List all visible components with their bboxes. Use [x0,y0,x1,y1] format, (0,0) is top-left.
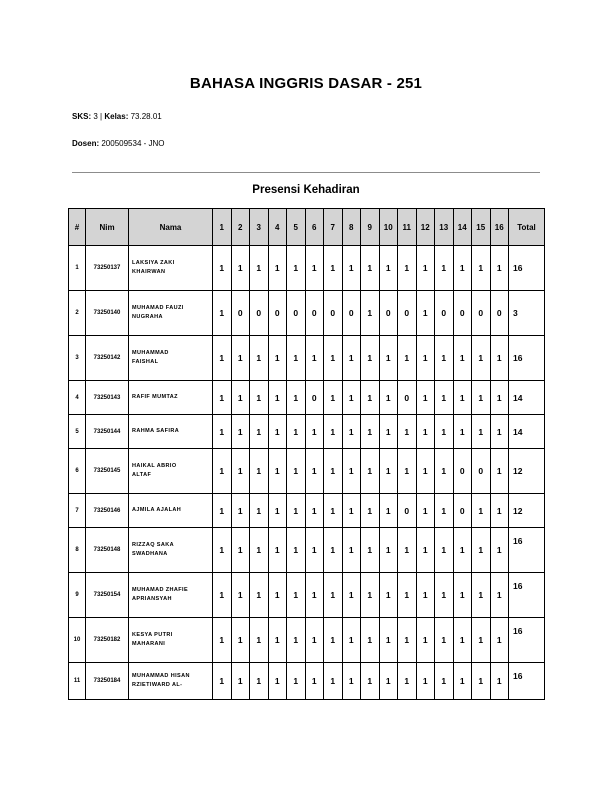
row-day-7: 1 [324,381,343,415]
row-day-12: 1 [416,291,435,336]
row-index: 2 [69,291,86,336]
row-index: 3 [69,336,86,381]
row-day-6: 1 [305,663,324,700]
row-day-14: 1 [453,415,472,449]
row-day-13: 1 [435,381,454,415]
row-day-12: 1 [416,663,435,700]
row-day-15: 1 [472,494,491,528]
attendance-table [68,208,545,700]
kelas-label: Kelas: [104,112,129,121]
student-name-line: KHAIRWAN [132,269,166,275]
row-day-1: 1 [213,573,232,618]
row-index: 9 [69,573,86,618]
row-day-12: 1 [416,381,435,415]
row-day-11: 1 [398,246,417,291]
row-day-4: 1 [268,494,287,528]
row-day-3: 1 [250,449,269,494]
row-day-11: 1 [398,573,417,618]
row-nim: 73250143 [86,381,129,415]
student-name-line: MAHARANI [132,641,166,647]
row-day-4: 1 [268,663,287,700]
row-day-2: 1 [231,381,250,415]
row-day-8: 0 [342,291,361,336]
row-day-11: 0 [398,381,417,415]
table-row [69,663,545,700]
row-day-5: 1 [287,618,306,663]
row-day-4: 0 [268,291,287,336]
row-day-16: 1 [490,415,509,449]
row-total: 12 [509,494,545,528]
row-day-14: 1 [453,663,472,700]
row-day-10: 1 [379,449,398,494]
row-total: 3 [509,291,545,336]
student-name-line: MUHAMMAD [132,350,169,356]
row-day-13: 1 [435,618,454,663]
row-day-2: 1 [231,528,250,573]
row-day-9: 1 [361,246,380,291]
row-day-11: 1 [398,528,417,573]
row-day-16: 1 [490,528,509,573]
student-name-line: MUHAMAD ZHAFIE [132,587,189,593]
row-day-6: 1 [305,449,324,494]
row-day-3: 1 [250,246,269,291]
row-student-name [129,494,213,528]
row-nim: 73250184 [86,663,129,700]
row-day-10: 1 [379,336,398,381]
row-day-12: 1 [416,336,435,381]
table-row [69,246,545,291]
row-day-9: 1 [361,336,380,381]
table-row [69,449,545,494]
row-day-1: 1 [213,291,232,336]
row-day-4: 1 [268,381,287,415]
row-day-7: 1 [324,663,343,700]
sks-label: SKS: [72,112,92,121]
table-row [69,336,545,381]
student-name-line: LAKSIYA ZAKI [132,260,175,266]
row-day-15: 0 [472,449,491,494]
table-row [69,528,545,573]
row-student-name [129,246,213,291]
row-day-9: 1 [361,381,380,415]
attendance-table-title: Presensi Kehadiran [252,184,360,196]
row-day-13: 1 [435,663,454,700]
row-student-name [129,663,213,700]
row-student-name [129,336,213,381]
row-day-16: 1 [490,494,509,528]
row-index: 6 [69,449,86,494]
row-day-13: 1 [435,415,454,449]
header-day-7: 7 [324,209,343,246]
row-day-3: 1 [250,494,269,528]
row-day-14: 1 [453,573,472,618]
row-day-2: 1 [231,494,250,528]
row-day-6: 1 [305,573,324,618]
row-day-13: 1 [435,449,454,494]
row-student-name [129,573,213,618]
row-day-6: 1 [305,528,324,573]
row-student-name [129,449,213,494]
row-day-12: 1 [416,573,435,618]
student-name-line: MUHAMMAD HISAN [132,673,190,679]
row-day-10: 1 [379,573,398,618]
row-day-2: 1 [231,618,250,663]
row-day-14: 1 [453,528,472,573]
student-name-line: MUHAMAD FAUZI [132,305,184,311]
row-day-8: 1 [342,415,361,449]
row-day-8: 1 [342,449,361,494]
row-day-1: 1 [213,618,232,663]
row-day-7: 1 [324,336,343,381]
row-day-10: 1 [379,246,398,291]
row-day-5: 0 [287,291,306,336]
row-day-3: 1 [250,618,269,663]
row-day-13: 1 [435,528,454,573]
row-day-9: 1 [361,449,380,494]
row-day-8: 1 [342,528,361,573]
row-day-9: 1 [361,618,380,663]
row-day-7: 1 [324,415,343,449]
row-total: 12 [509,449,545,494]
table-row [69,494,545,528]
row-day-1: 1 [213,663,232,700]
row-day-5: 1 [287,246,306,291]
row-day-4: 1 [268,573,287,618]
header-day-1: 1 [213,209,232,246]
row-day-10: 1 [379,618,398,663]
row-day-16: 1 [490,449,509,494]
table-row [69,573,545,618]
row-day-15: 1 [472,573,491,618]
header-index: # [69,209,86,246]
row-day-14: 1 [453,246,472,291]
row-day-2: 1 [231,246,250,291]
row-day-15: 1 [472,246,491,291]
row-day-9: 1 [361,663,380,700]
row-day-11: 1 [398,618,417,663]
student-name-line: NUGRAHA [132,314,163,320]
row-day-7: 1 [324,618,343,663]
row-day-14: 0 [453,494,472,528]
row-day-3: 0 [250,291,269,336]
row-nim: 73250144 [86,415,129,449]
row-day-2: 1 [231,449,250,494]
section-divider [72,172,540,173]
row-day-15: 1 [472,618,491,663]
table-row [69,291,545,336]
header-day-8: 8 [342,209,361,246]
row-day-10: 1 [379,528,398,573]
header-day-14: 14 [453,209,472,246]
course-meta-sks-kelas [72,112,162,121]
row-day-2: 1 [231,663,250,700]
row-day-11: 0 [398,291,417,336]
student-name-line: RAHMA SAFIRA [132,428,180,434]
student-name-line: APRIANSYAH [132,596,172,602]
row-day-4: 1 [268,336,287,381]
row-day-15: 1 [472,528,491,573]
row-day-7: 1 [324,246,343,291]
row-day-9: 1 [361,291,380,336]
course-title: BAHASA INGGRIS DASAR - 251 [189,75,423,92]
row-day-2: 1 [231,415,250,449]
header-day-4: 4 [268,209,287,246]
header-day-3: 3 [250,209,269,246]
row-day-3: 1 [250,336,269,381]
row-day-1: 1 [213,246,232,291]
row-index: 7 [69,494,86,528]
row-day-8: 1 [342,573,361,618]
meta-separator: | [100,112,103,121]
row-student-name [129,618,213,663]
row-day-5: 1 [287,528,306,573]
header-day-15: 15 [472,209,491,246]
kelas-value: 73.28.01 [130,112,162,121]
row-index: 4 [69,381,86,415]
row-day-5: 1 [287,381,306,415]
row-day-12: 1 [416,415,435,449]
row-day-7: 1 [324,494,343,528]
row-day-8: 1 [342,336,361,381]
row-index: 1 [69,246,86,291]
header-day-9: 9 [361,209,380,246]
row-day-6: 1 [305,618,324,663]
header-total: Total [509,209,545,246]
row-day-7: 0 [324,291,343,336]
row-total: 16 [509,246,545,291]
row-day-11: 1 [398,415,417,449]
row-index: 11 [69,663,86,700]
header-day-5: 5 [287,209,306,246]
row-day-3: 1 [250,528,269,573]
row-day-14: 0 [453,291,472,336]
table-row [69,381,545,415]
header-day-2: 2 [231,209,250,246]
row-day-7: 1 [324,528,343,573]
row-day-5: 1 [287,573,306,618]
row-day-7: 1 [324,573,343,618]
row-day-11: 0 [398,494,417,528]
row-day-12: 1 [416,618,435,663]
row-day-15: 1 [472,381,491,415]
student-name-line: RIZZAQ SAKA [132,542,174,548]
row-day-5: 1 [287,415,306,449]
attendance-table-body [69,246,545,700]
row-index: 10 [69,618,86,663]
row-day-6: 0 [305,381,324,415]
row-day-14: 1 [453,381,472,415]
row-day-12: 1 [416,246,435,291]
row-day-14: 1 [453,336,472,381]
row-day-1: 1 [213,494,232,528]
header-day-10: 10 [379,209,398,246]
row-student-name [129,291,213,336]
row-day-9: 1 [361,528,380,573]
row-total: 16 [509,336,545,381]
row-day-10: 0 [379,291,398,336]
student-name-line: KESYA PUTRI [132,632,173,638]
row-student-name [129,415,213,449]
row-day-6: 1 [305,494,324,528]
row-nim: 73250145 [86,449,129,494]
row-day-15: 1 [472,663,491,700]
row-student-name [129,381,213,415]
row-day-4: 1 [268,449,287,494]
row-day-13: 1 [435,246,454,291]
row-day-15: 0 [472,291,491,336]
row-day-8: 1 [342,494,361,528]
row-day-13: 1 [435,494,454,528]
dosen-value: 200509534 - JNO [101,139,165,148]
header-day-12: 12 [416,209,435,246]
row-total: 14 [509,415,545,449]
student-name-line: RAFIF MUMTAZ [132,394,178,400]
row-day-10: 1 [379,381,398,415]
header-day-13: 13 [435,209,454,246]
row-day-8: 1 [342,381,361,415]
row-day-15: 1 [472,415,491,449]
row-day-12: 1 [416,528,435,573]
row-day-11: 1 [398,663,417,700]
row-day-4: 1 [268,246,287,291]
row-day-16: 1 [490,618,509,663]
row-day-15: 1 [472,336,491,381]
row-nim: 73250182 [86,618,129,663]
row-day-16: 0 [490,291,509,336]
dosen-label: Dosen: [72,139,100,148]
row-index: 5 [69,415,86,449]
row-day-11: 1 [398,336,417,381]
row-day-8: 1 [342,663,361,700]
row-day-1: 1 [213,336,232,381]
row-day-4: 1 [268,528,287,573]
row-day-5: 1 [287,494,306,528]
row-nim: 73250154 [86,573,129,618]
student-name-line: SWADHANA [132,551,168,557]
row-index: 8 [69,528,86,573]
row-day-3: 1 [250,415,269,449]
row-day-4: 1 [268,618,287,663]
row-nim: 73250140 [86,291,129,336]
table-header-row [69,209,545,246]
row-day-6: 1 [305,336,324,381]
row-day-10: 1 [379,494,398,528]
row-total: 14 [509,381,545,415]
row-day-3: 1 [250,573,269,618]
header-day-11: 11 [398,209,417,246]
row-day-16: 1 [490,336,509,381]
row-day-14: 1 [453,618,472,663]
row-day-1: 1 [213,449,232,494]
row-day-9: 1 [361,415,380,449]
student-name-line: ALTAF [132,472,152,478]
row-day-16: 1 [490,246,509,291]
student-name-line: RZIETIWARD AL- [132,682,183,688]
header-day-16: 16 [490,209,509,246]
row-day-2: 1 [231,573,250,618]
student-name-line: FAISHAL [132,359,159,365]
row-day-5: 1 [287,336,306,381]
student-name-line: AJMILA AJALAH [132,507,182,513]
row-day-2: 0 [231,291,250,336]
row-day-5: 1 [287,449,306,494]
row-nim: 73250137 [86,246,129,291]
row-day-6: 0 [305,291,324,336]
header-nim: Nim [86,209,129,246]
row-day-3: 1 [250,663,269,700]
sks-value: 3 [93,112,98,121]
row-nim: 73250148 [86,528,129,573]
course-meta-dosen [72,139,165,148]
row-day-14: 0 [453,449,472,494]
row-total: 16 [509,573,545,618]
row-day-8: 1 [342,618,361,663]
row-day-4: 1 [268,415,287,449]
row-student-name [129,528,213,573]
row-day-12: 1 [416,449,435,494]
row-day-16: 1 [490,573,509,618]
row-day-9: 1 [361,494,380,528]
row-total: 16 [509,528,545,573]
row-total: 16 [509,663,545,700]
row-nim: 73250142 [86,336,129,381]
row-day-1: 1 [213,415,232,449]
row-total: 16 [509,618,545,663]
row-day-2: 1 [231,336,250,381]
row-day-16: 1 [490,381,509,415]
row-day-6: 1 [305,415,324,449]
row-day-10: 1 [379,663,398,700]
header-nama: Nama [129,209,213,246]
row-day-13: 1 [435,336,454,381]
table-row [69,618,545,663]
row-day-6: 1 [305,246,324,291]
row-day-10: 1 [379,415,398,449]
row-day-12: 1 [416,494,435,528]
row-day-11: 1 [398,449,417,494]
row-day-9: 1 [361,573,380,618]
student-name-line: HAIKAL ABRIO [132,463,177,469]
table-row [69,415,545,449]
row-day-13: 1 [435,573,454,618]
row-day-1: 1 [213,381,232,415]
header-day-6: 6 [305,209,324,246]
row-day-16: 1 [490,663,509,700]
row-day-3: 1 [250,381,269,415]
row-nim: 73250146 [86,494,129,528]
row-day-1: 1 [213,528,232,573]
row-day-7: 1 [324,449,343,494]
row-day-8: 1 [342,246,361,291]
row-day-13: 0 [435,291,454,336]
row-day-5: 1 [287,663,306,700]
